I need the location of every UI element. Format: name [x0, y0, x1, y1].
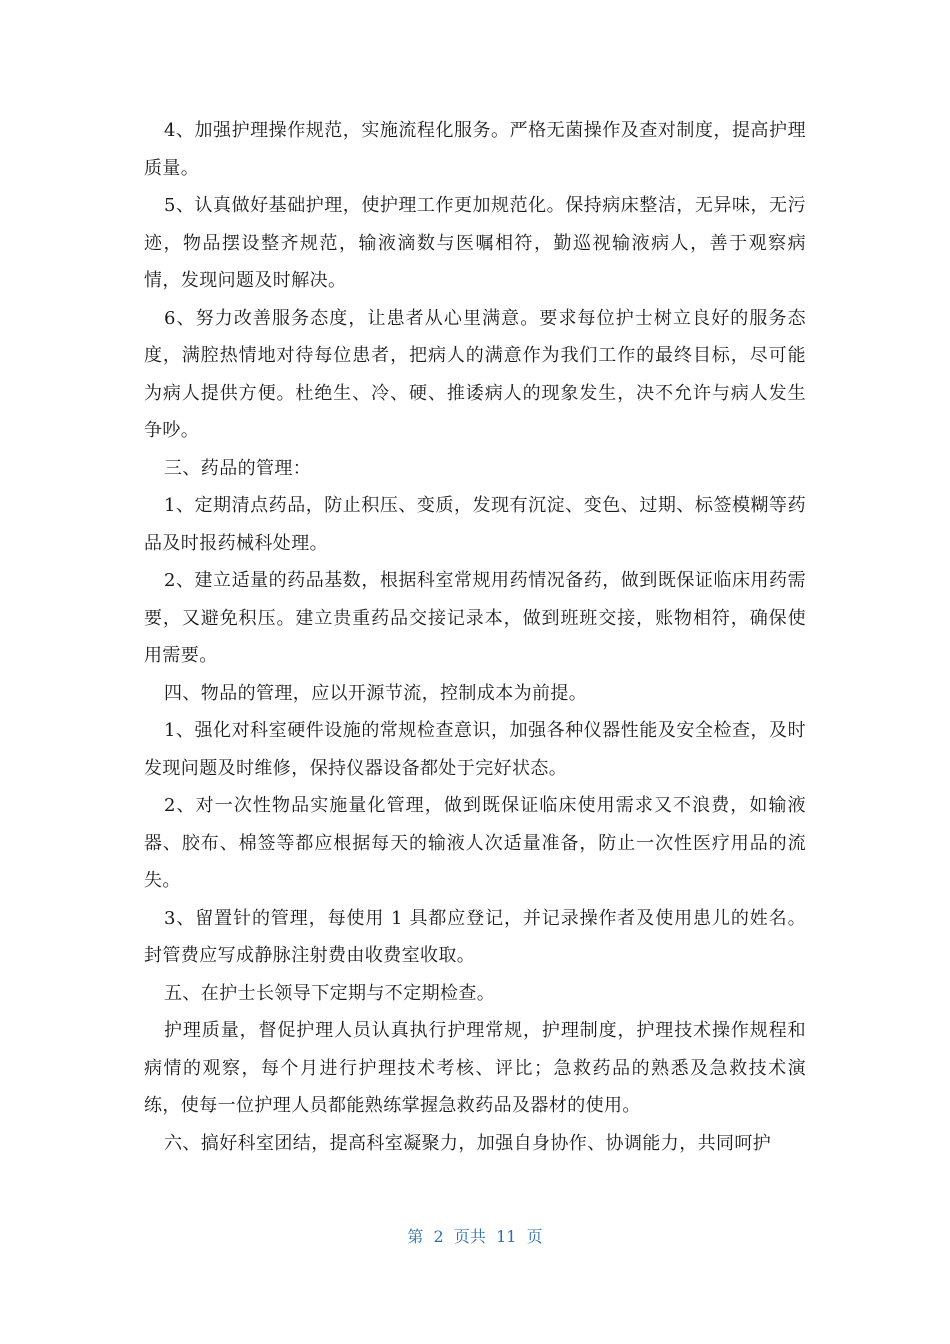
section-heading: 六、搞好科室团结，提高科室凝聚力，加强自身协作、协调能力，共同呵护: [164, 1132, 772, 1154]
paragraph: 1、强化对科室硬件设施的常规检查意识，加强各种仪器性能及安全检查，及时发现问题及时维修，保持仪器设备都处于完好状态。: [144, 720, 806, 779]
paragraph: 2、建立适量的药品基数，根据科室常规用药情况备药，做到既保证临床用药需要，又避免积压。建立贵重药品交接记录本，做到班班交接，账物相符，确保使用需要。: [144, 570, 806, 666]
paragraph: 1、定期清点药品，防止积压、变质，发现有沉淀、变色、过期、标签模糊等药品及时报药械科处理。: [144, 495, 806, 554]
section-heading: 四、物品的管理，应以开源节流，控制成本为前提。: [164, 682, 588, 704]
paragraph: 4、加强护理操作规范，实施流程化服务。严格无菌操作及查对制度，提高护理质量。: [144, 120, 806, 179]
page-number-footer: 第 2 页共 11 页: [407, 1227, 543, 1246]
paragraph: 2、对一次性物品实施量化管理，做到既保证临床使用需求又不浪费，如输液器、胶布、棉签等都应根据每天的输液人次适量准备，防止一次性医疗用品的流失。: [144, 795, 806, 891]
section-heading: 三、药品的管理：: [164, 457, 312, 479]
document-body: [144, 112, 806, 1162]
paragraph: 3、留置针的管理，每使用 1 具都应登记，并记录操作者及使用患儿的姓名。封管费应写成静脉注射费由收费室收取。: [144, 907, 806, 966]
paragraph: 护理质量，督促护理人员认真执行护理常规，护理制度，护理技术操作规程和病情的观察，每个月进行护理技术考核、评比；急救药品的熟悉及急救技术演练，使每一位护理人员都能熟练掌握急救药品及器材的使用。: [144, 1020, 806, 1116]
paragraph: 5、认真做好基础护理，使护理工作更加规范化。保持病床整洁，无异味，无污迹，物品摆设整齐规范，输液滴数与医嘱相符，勤巡视输液病人，善于观察病情，发现问题及时解决。: [144, 195, 806, 291]
paragraph: 6、努力改善服务态度，让患者从心里满意。要求每位护士树立良好的服务态度，满腔热情地对待每位患者，把病人的满意作为我们工作的最终目标，尽可能为病人提供方便。杜绝生、冷、硬、推诿病人的现象发生，决不允许与病人发生争吵。: [144, 307, 806, 441]
section-heading: 五、在护士长领导下定期与不定期检查。: [164, 982, 496, 1004]
